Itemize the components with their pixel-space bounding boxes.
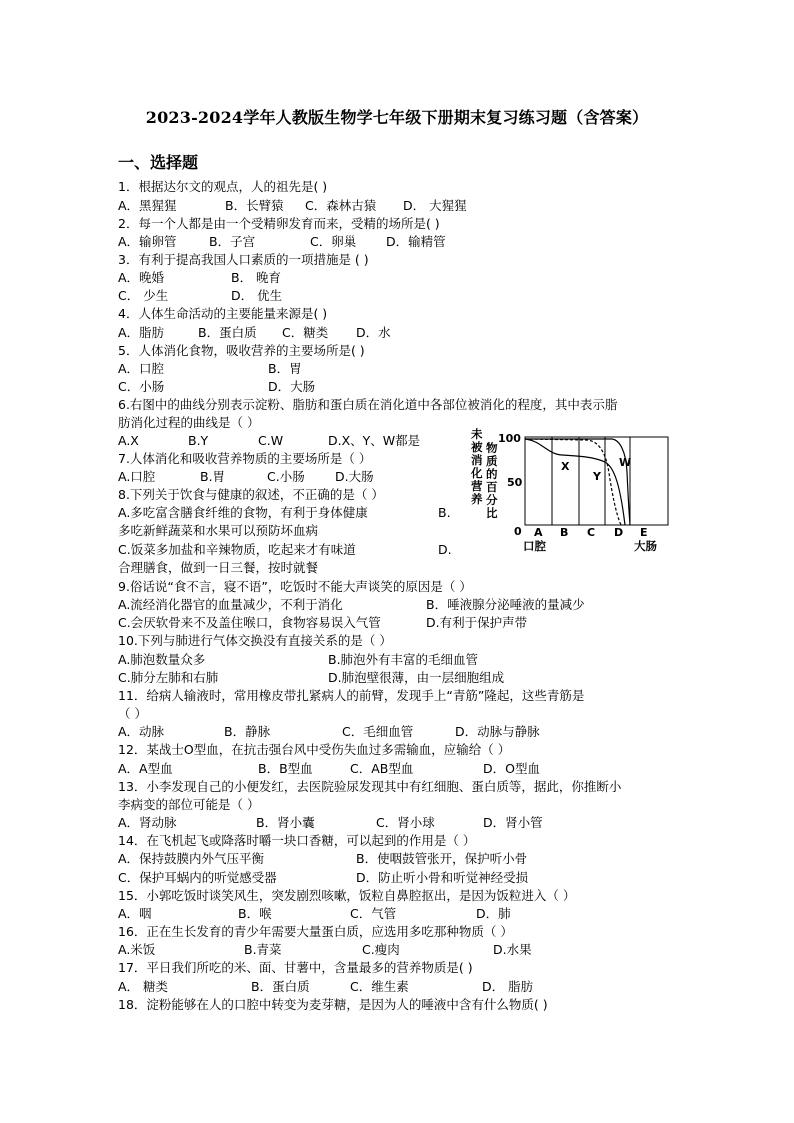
q14-stem: 14．在飞机起飞或降落时嚼一块口香糖，可以起到的作用是（ ） <box>118 833 476 848</box>
q8-option-d-text: 合理膳食，做到一日三餐，按时就餐 <box>118 560 319 575</box>
q15-option-d: D．肺 <box>476 906 511 921</box>
segment-label-c: C <box>587 526 596 539</box>
q2-option-a: A．输卵管 <box>118 234 177 249</box>
segment-label-e: E <box>640 526 648 539</box>
q3-option-c: C． 少生 <box>118 288 169 303</box>
q7-options <box>118 470 374 484</box>
figure-ylabel-col1: 未被消化营养 <box>471 428 483 506</box>
q8-option-c: C.饭菜多加盐和辛辣物质，吃起来才有味道 <box>118 542 356 557</box>
q8-option-b-text: 多吃新鲜蔬菜和水果可以预防坏血病 <box>118 523 319 538</box>
q17-option-b: B．蛋白质 <box>251 979 310 994</box>
mouth-label: 口腔 <box>523 539 546 553</box>
segment-label-b: B <box>560 526 569 539</box>
q11-options <box>118 725 540 739</box>
q17-option-a: A． 糖类 <box>118 979 169 994</box>
q14-option-d: D．防止听小骨和听觉神经受损 <box>356 870 529 885</box>
q12-stem: 12．某战士O型血，在抗击强台风中受伤失血过多需输血，应输给（ ） <box>118 742 511 757</box>
q13-option-b: B．肾小囊 <box>256 815 315 830</box>
q4-option-a: A．脂肪 <box>118 325 165 340</box>
q11-option-b: B．静脉 <box>224 724 271 739</box>
q1-option-c: C．森林古猿 <box>305 198 377 213</box>
large-intestine-label: 大肠 <box>634 539 657 553</box>
q8-option-a: A.多吃富含膳食纤维的食物，有利于身体健康 <box>118 505 368 520</box>
q8-options-ab <box>118 506 451 520</box>
q4-option-b: B．蛋白质 <box>198 325 257 340</box>
q11-stem-line1: 11．给病人输液时，常用橡皮带扎紧病人的前臂，发现手上“青筋”隆起，这些青筋是 <box>118 688 585 703</box>
q3-stem: 3．有利于提高我国人口素质的一项措施是 ( ) <box>118 252 369 267</box>
q17-option-d: D． 脂肪 <box>482 979 534 994</box>
q12-option-d: D．O型血 <box>483 761 540 776</box>
q17-options <box>118 980 533 994</box>
y-tick-50: 50 <box>507 476 523 489</box>
q14-options-ab <box>118 852 527 866</box>
curve-x-label: X <box>561 460 570 473</box>
q5-option-b: B．胃 <box>268 361 302 376</box>
q13-option-d: D．肾小管 <box>483 815 543 830</box>
q16-options <box>118 943 532 957</box>
q3-options-ab <box>118 271 281 285</box>
q9-option-d: D.有利于保护声带 <box>426 615 528 630</box>
q15-options <box>118 907 511 921</box>
q15-option-b: B．喉 <box>238 906 272 921</box>
q10-option-a: A.肺泡数量众多 <box>118 652 206 667</box>
q13-stem-line2: 李病变的部位可能是（ ） <box>118 797 260 812</box>
q15-option-c: C．气管 <box>350 906 397 921</box>
q2-options <box>118 235 446 249</box>
q6-stem-line2: 肪消化过程的曲线是（ ） <box>118 415 260 430</box>
q2-option-b: B．子宫 <box>209 234 256 249</box>
q10-option-d: D.肺泡壁很薄，由一层细胞组成 <box>328 670 505 685</box>
q13-option-a: A．肾动脉 <box>118 815 177 830</box>
curve-x <box>525 439 625 525</box>
page-title: 2023-2024学年人教版生物学七年级下册期末复习练习题（含答案） <box>145 108 649 127</box>
q14-option-a: A．保持鼓膜内外气压平衡 <box>118 851 265 866</box>
q9-option-c: C.会厌软骨来不及盖住喉口，食物容易误入气管 <box>118 615 381 630</box>
q5-stem: 5．人体消化食物，吸收营养的主要场所是( ) <box>118 343 365 358</box>
q9-options-ab <box>118 598 585 612</box>
q9-stem: 9.俗话说“食不言，寝不语”，吃饭时不能大声谈笑的原因是（ ） <box>118 579 472 594</box>
q8-stem: 8.下列关于饮食与健康的叙述，不正确的是（ ） <box>118 487 384 502</box>
q5-options-ab <box>118 362 302 376</box>
q5-option-d: D．大肠 <box>268 379 316 394</box>
q3-option-a: A．晚婚 <box>118 270 165 285</box>
q8-option-b-letter: B. <box>438 505 451 520</box>
q6-option-c: C.W <box>258 433 284 448</box>
q11-stem-line2: （ ） <box>118 706 147 721</box>
q5-option-c: C．小肠 <box>118 379 165 394</box>
q1-option-a: A．黑猩猩 <box>118 198 177 213</box>
q6-stem-line1: 6.右图中的曲线分别表示淀粉、脂肪和蛋白质在消化道中各部位被消化的程度，其中表示脂 <box>118 397 618 412</box>
curve-w-label: W <box>619 456 632 469</box>
q2-option-d: D．输精管 <box>386 234 446 249</box>
digestion-curve-figure <box>462 428 674 556</box>
q13-options <box>118 816 543 830</box>
q1-option-b: B．长臂猿 <box>225 198 284 213</box>
q6-option-d: D.X、Y、W都是 <box>328 433 421 448</box>
q16-option-c: C.瘦肉 <box>362 942 400 957</box>
q10-option-c: C.肺分左肺和右肺 <box>118 670 219 685</box>
q13-option-c: C．肾小球 <box>376 815 435 830</box>
q6-options <box>118 434 420 448</box>
curve-w <box>525 439 630 525</box>
q15-stem: 15．小郭吃饭时谈笑风生，突发剧烈咳嗽，饭粒自鼻腔抠出，是因为饭粒进入（ ） <box>118 888 576 903</box>
q10-stem: 10.下列与肺进行气体交换没有直接关系的是（ ） <box>118 633 392 648</box>
q6-option-b: B.Y <box>188 433 209 448</box>
q12-option-a: A．A型血 <box>118 761 173 776</box>
segment-label-d: D <box>614 526 624 539</box>
q2-stem: 2．每一个人都是由一个受精卵发育而来，受精的场所是( ) <box>118 216 440 231</box>
q14-options-cd <box>118 871 528 885</box>
q8-option-d-letter: D. <box>438 542 452 557</box>
q16-option-a: A.米饭 <box>118 942 156 957</box>
q6-option-a: A.X <box>118 433 139 448</box>
q11-option-c: C．毛细血管 <box>342 724 414 739</box>
q11-option-a: A．动脉 <box>118 724 165 739</box>
y-tick-100: 100 <box>498 432 521 445</box>
section-heading: 一、选择题 <box>118 153 199 172</box>
q14-option-b: B．使咽鼓管张开，保护听小骨 <box>356 851 528 866</box>
q1-stem: 1．根据达尔文的观点，人的祖先是( ) <box>118 179 328 194</box>
q9-options-cd <box>118 616 527 630</box>
q14-option-c: C．保护耳蜗内的听觉感受器 <box>118 870 277 885</box>
q3-option-d: D． 优生 <box>231 288 283 303</box>
q17-option-c: C．维生素 <box>350 979 409 994</box>
q13-stem-line1: 13．小李发现自己的小便发红，去医院验尿发现其中有红细胞、蛋白质等，据此，你推断小 <box>118 779 622 794</box>
q17-stem: 17．平日我们所吃的米、面、甘薯中，含量最多的营养物质是( ) <box>118 960 473 975</box>
q15-option-a: A．咽 <box>118 906 152 921</box>
figure-ylabel-col2: 物质的百分比 <box>486 441 498 520</box>
q9-option-a: A.流经消化器官的血量减少，不利于消化 <box>118 597 343 612</box>
q3-option-b: B． 晚育 <box>231 270 282 285</box>
q4-option-d: D．水 <box>356 325 391 340</box>
q1-option-d: D． 大猩猩 <box>403 198 467 213</box>
y-tick-0: 0 <box>514 525 522 538</box>
q12-options <box>118 762 540 776</box>
curve-y-label: Y <box>593 470 601 483</box>
q2-option-c: C．卵巢 <box>310 234 357 249</box>
q7-option-d: D.大肠 <box>335 469 374 484</box>
q10-options-ab <box>118 653 478 667</box>
q10-options-cd <box>118 671 504 685</box>
q9-option-b: B．唾液腺分泌唾液的量减少 <box>426 597 585 612</box>
q7-option-c: C.小肠 <box>267 469 305 484</box>
q16-stem: 16．正在生长发育的青少年需要大量蛋白质，应选用多吃那种物质（ ） <box>118 924 513 939</box>
curve-y <box>525 439 621 525</box>
q7-stem: 7.人体消化和吸收营养物质的主要场所是（ ） <box>118 451 372 466</box>
q18-stem: 18．淀粉能够在人的口腔中转变为麦芽糖，是因为人的唾液中含有什么物质( ) <box>118 997 548 1012</box>
q12-option-b: B．B型血 <box>258 761 313 776</box>
q10-option-b: B.肺泡外有丰富的毛细血管 <box>328 652 479 667</box>
q3-options-cd <box>118 289 282 303</box>
q12-option-c: C．AB型血 <box>350 761 414 776</box>
q5-option-a: A．口腔 <box>118 361 165 376</box>
segment-label-a: A <box>534 526 543 539</box>
q7-option-a: A.口腔 <box>118 469 156 484</box>
q5-options-cd <box>118 380 315 394</box>
q4-options <box>118 326 391 340</box>
q16-option-d: D.水果 <box>493 942 532 957</box>
q4-stem: 4．人体生命活动的主要能量来源是( ) <box>118 306 328 321</box>
q16-option-b: B.青菜 <box>244 942 282 957</box>
q11-option-d: D．动脉与静脉 <box>455 724 540 739</box>
q7-option-b: B.胃 <box>200 469 226 484</box>
q1-options <box>118 199 467 213</box>
q4-option-c: C．糖类 <box>282 325 329 340</box>
q8-options-cd <box>118 543 452 557</box>
